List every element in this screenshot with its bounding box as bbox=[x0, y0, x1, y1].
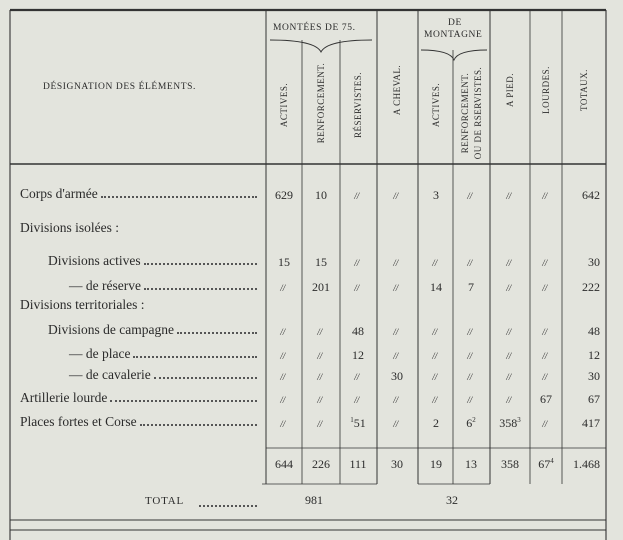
col-header-reservistes: RÉSERVISTES. bbox=[352, 71, 363, 139]
col-header-montagne-renforcement-1: RENFORCEMENT. bbox=[459, 72, 470, 154]
dot-leader bbox=[177, 332, 257, 334]
col-header-montagne-renforcement-2: OU DE RSERVISTES. bbox=[472, 66, 483, 160]
group-header-75: MONTÉES DE 75. bbox=[273, 23, 356, 33]
total-dot-leader bbox=[199, 505, 257, 507]
dot-leader bbox=[154, 377, 257, 379]
row-label: Places fortes et Corse bbox=[20, 414, 137, 429]
col-header-montagne-actives: ACTIVES. bbox=[430, 82, 441, 128]
row-label: Artillerie lourde bbox=[20, 390, 108, 405]
document-page: DÉSIGNATION DES ÉLÉMENTS. MONTÉES DE 75. DE MONTAGNE ACTIVES. RENFORCEMENT. RÉSERVISTES. A CHEVAL. ACTIVES. RENFORCEMENT. OU DE RSERVISTES. A PIED. LOURDES. TOTAUX. Corps d'armée 629 10 // // 3 // // // 642 Divisions isolées : Divisions actives 15 15 // // // // // // 30 — de réserve // 201 // // 14 7 // // 222 Divisions territoriales : Divisions de campagne // // 48 // // // // // 48 — de place // // 12 // // // // // 12 — de cavalerie // // // 30 // // // // 30 Artillerie lourde // // // // // // // 67 67 Places fortes et Corse // // $^1$51 // 2 $6^2$ $358^3$ // 417 644 226 111 30 19 13 358 $67^4$ 1.468 TOTAL 981 32 bbox=[0, 0, 623, 540]
col-header-a-cheval: A CHEVAL. bbox=[391, 64, 402, 116]
row-label: — de réserve bbox=[69, 278, 141, 293]
row-label: Divisions territoriales : bbox=[20, 297, 145, 312]
row-label: — de cavalerie bbox=[69, 367, 151, 382]
row-label: Divisions isolées : bbox=[20, 220, 120, 235]
designation-header: DÉSIGNATION DES ÉLÉMENTS. bbox=[43, 82, 197, 92]
col-header-renforcement: RENFORCEMENT. bbox=[315, 62, 326, 144]
dot-leader bbox=[110, 400, 257, 402]
total-value-montagne: 32 bbox=[446, 493, 458, 507]
dot-leader bbox=[140, 424, 257, 426]
group-header-montagne-line2: MONTAGNE bbox=[424, 30, 483, 40]
group-header-montagne-line1: DE bbox=[448, 18, 462, 28]
row-label: Divisions actives bbox=[48, 253, 141, 268]
dot-leader bbox=[133, 356, 257, 358]
row-label: Corps d'armée bbox=[20, 186, 98, 201]
total-label: TOTAL bbox=[145, 495, 184, 507]
col-header-a-pied: A PIED. bbox=[504, 72, 515, 108]
total-value-75: 981 bbox=[305, 493, 323, 507]
row-label: Divisions de campagne bbox=[48, 322, 174, 337]
dot-leader bbox=[101, 196, 257, 198]
row-label: — de place bbox=[69, 346, 131, 361]
dot-leader bbox=[144, 288, 257, 290]
col-header-actives: ACTIVES. bbox=[278, 82, 289, 128]
dot-leader bbox=[144, 263, 257, 265]
col-header-lourdes: LOURDES. bbox=[540, 66, 551, 114]
col-header-totaux: TOTAUX. bbox=[578, 69, 589, 111]
